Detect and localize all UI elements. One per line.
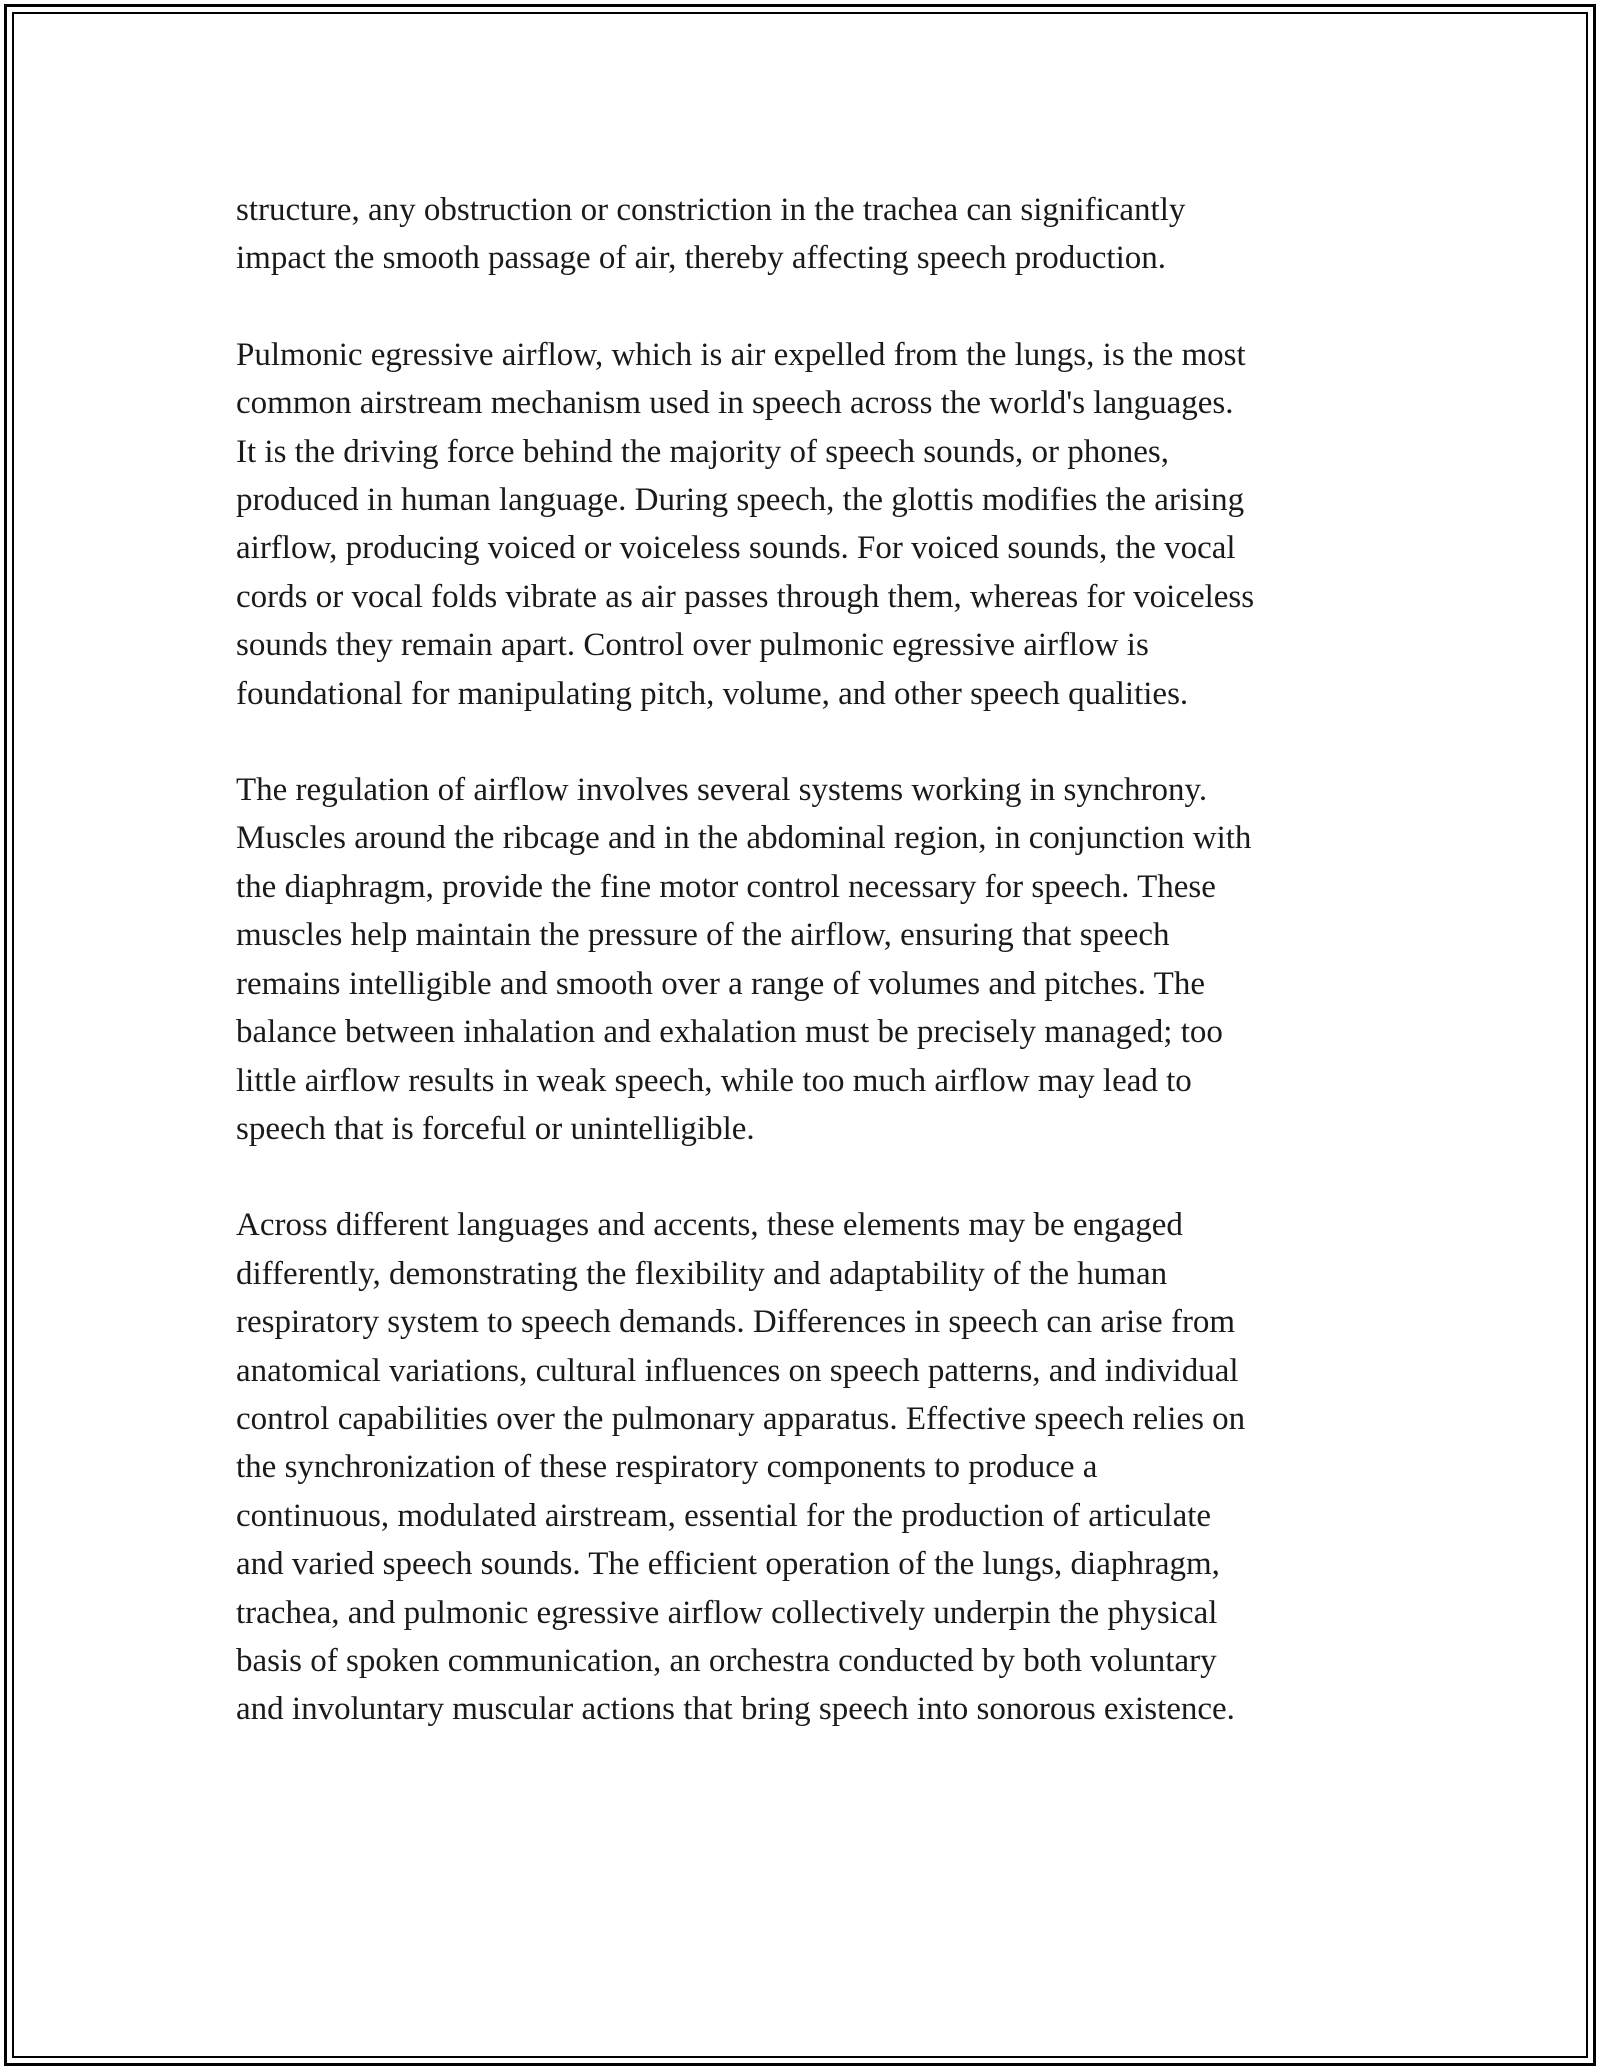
text-line: respiratory system to speech demands. Differences in speech can arise from — [236, 1304, 1236, 1341]
text-line: muscles help maintain the pressure of the airflow, ensuring that speech — [236, 917, 1170, 954]
text-line: remains intelligible and smooth over a range of volumes and pitches. The — [236, 965, 1205, 1002]
text-line: Pulmonic egressive airflow, which is air expelled from the lungs, is the most — [236, 336, 1246, 373]
text-line: continuous, modulated airstream, essential for the production of articulate — [236, 1497, 1212, 1534]
text-line: anatomical variations, cultural influences on speech patterns, and individual — [236, 1352, 1239, 1389]
text-line: It is the driving force behind the majority of speech sounds, or phones, — [236, 433, 1169, 470]
text-line: little airflow results in weak speech, while too much airflow may lead to — [236, 1062, 1192, 1099]
text-line: common airstream mechanism used in speech across the world's languages. — [236, 385, 1234, 422]
paragraph-2 — [236, 331, 1386, 718]
text-line: and varied speech sounds. The efficient operation of the lungs, diaphragm, — [236, 1546, 1220, 1583]
text-line: impact the smooth passage of air, thereby affecting speech production. — [236, 240, 1167, 277]
text-line: structure, any obstruction or constriction in the trachea can significantly — [236, 192, 1186, 228]
text-line: trachea, and pulmonic egressive airflow collectively underpin the physical — [236, 1594, 1218, 1631]
text-line: Muscles around the ribcage and in the abdominal region, in conjunction with — [236, 820, 1252, 857]
document-body — [236, 186, 1386, 1782]
text-line: control capabilities over the pulmonary apparatus. Effective speech relies on — [236, 1400, 1246, 1437]
text-line: the diaphragm, provide the fine motor control necessary for speech. These — [236, 868, 1216, 905]
text-line: sounds they remain apart. Control over pulmonic egressive airflow is — [236, 627, 1149, 664]
text-line: differently, demonstrating the flexibility and adaptability of the human — [236, 1255, 1168, 1292]
paragraph-4 — [236, 1201, 1386, 1733]
text-line: basis of spoken communication, an orchestra conducted by both voluntary — [236, 1642, 1217, 1679]
text-line: cords or vocal folds vibrate as air passes through them, whereas for voiceless — [236, 578, 1255, 615]
text-line: airflow, producing voiced or voiceless sounds. For voiced sounds, the vocal — [236, 530, 1236, 567]
text-line: produced in human language. During speech, the glottis modifies the arising — [236, 482, 1245, 519]
paragraph-1 — [236, 186, 1386, 283]
text-line: foundational for manipulating pitch, volume, and other speech qualities. — [236, 675, 1189, 712]
text-line: the synchronization of these respiratory components to produce a — [236, 1449, 1098, 1486]
text-line: speech that is forceful or unintelligible. — [236, 1110, 755, 1147]
text-line: balance between inhalation and exhalation must be precisely managed; too — [236, 1014, 1223, 1051]
text-line: and involuntary muscular actions that bring speech into sonorous existence. — [236, 1691, 1235, 1728]
paragraph-3 — [236, 766, 1386, 1153]
text-line: Across different languages and accents, these elements may be engaged — [236, 1207, 1183, 1244]
text-line: The regulation of airflow involves several systems working in synchrony. — [236, 772, 1208, 809]
